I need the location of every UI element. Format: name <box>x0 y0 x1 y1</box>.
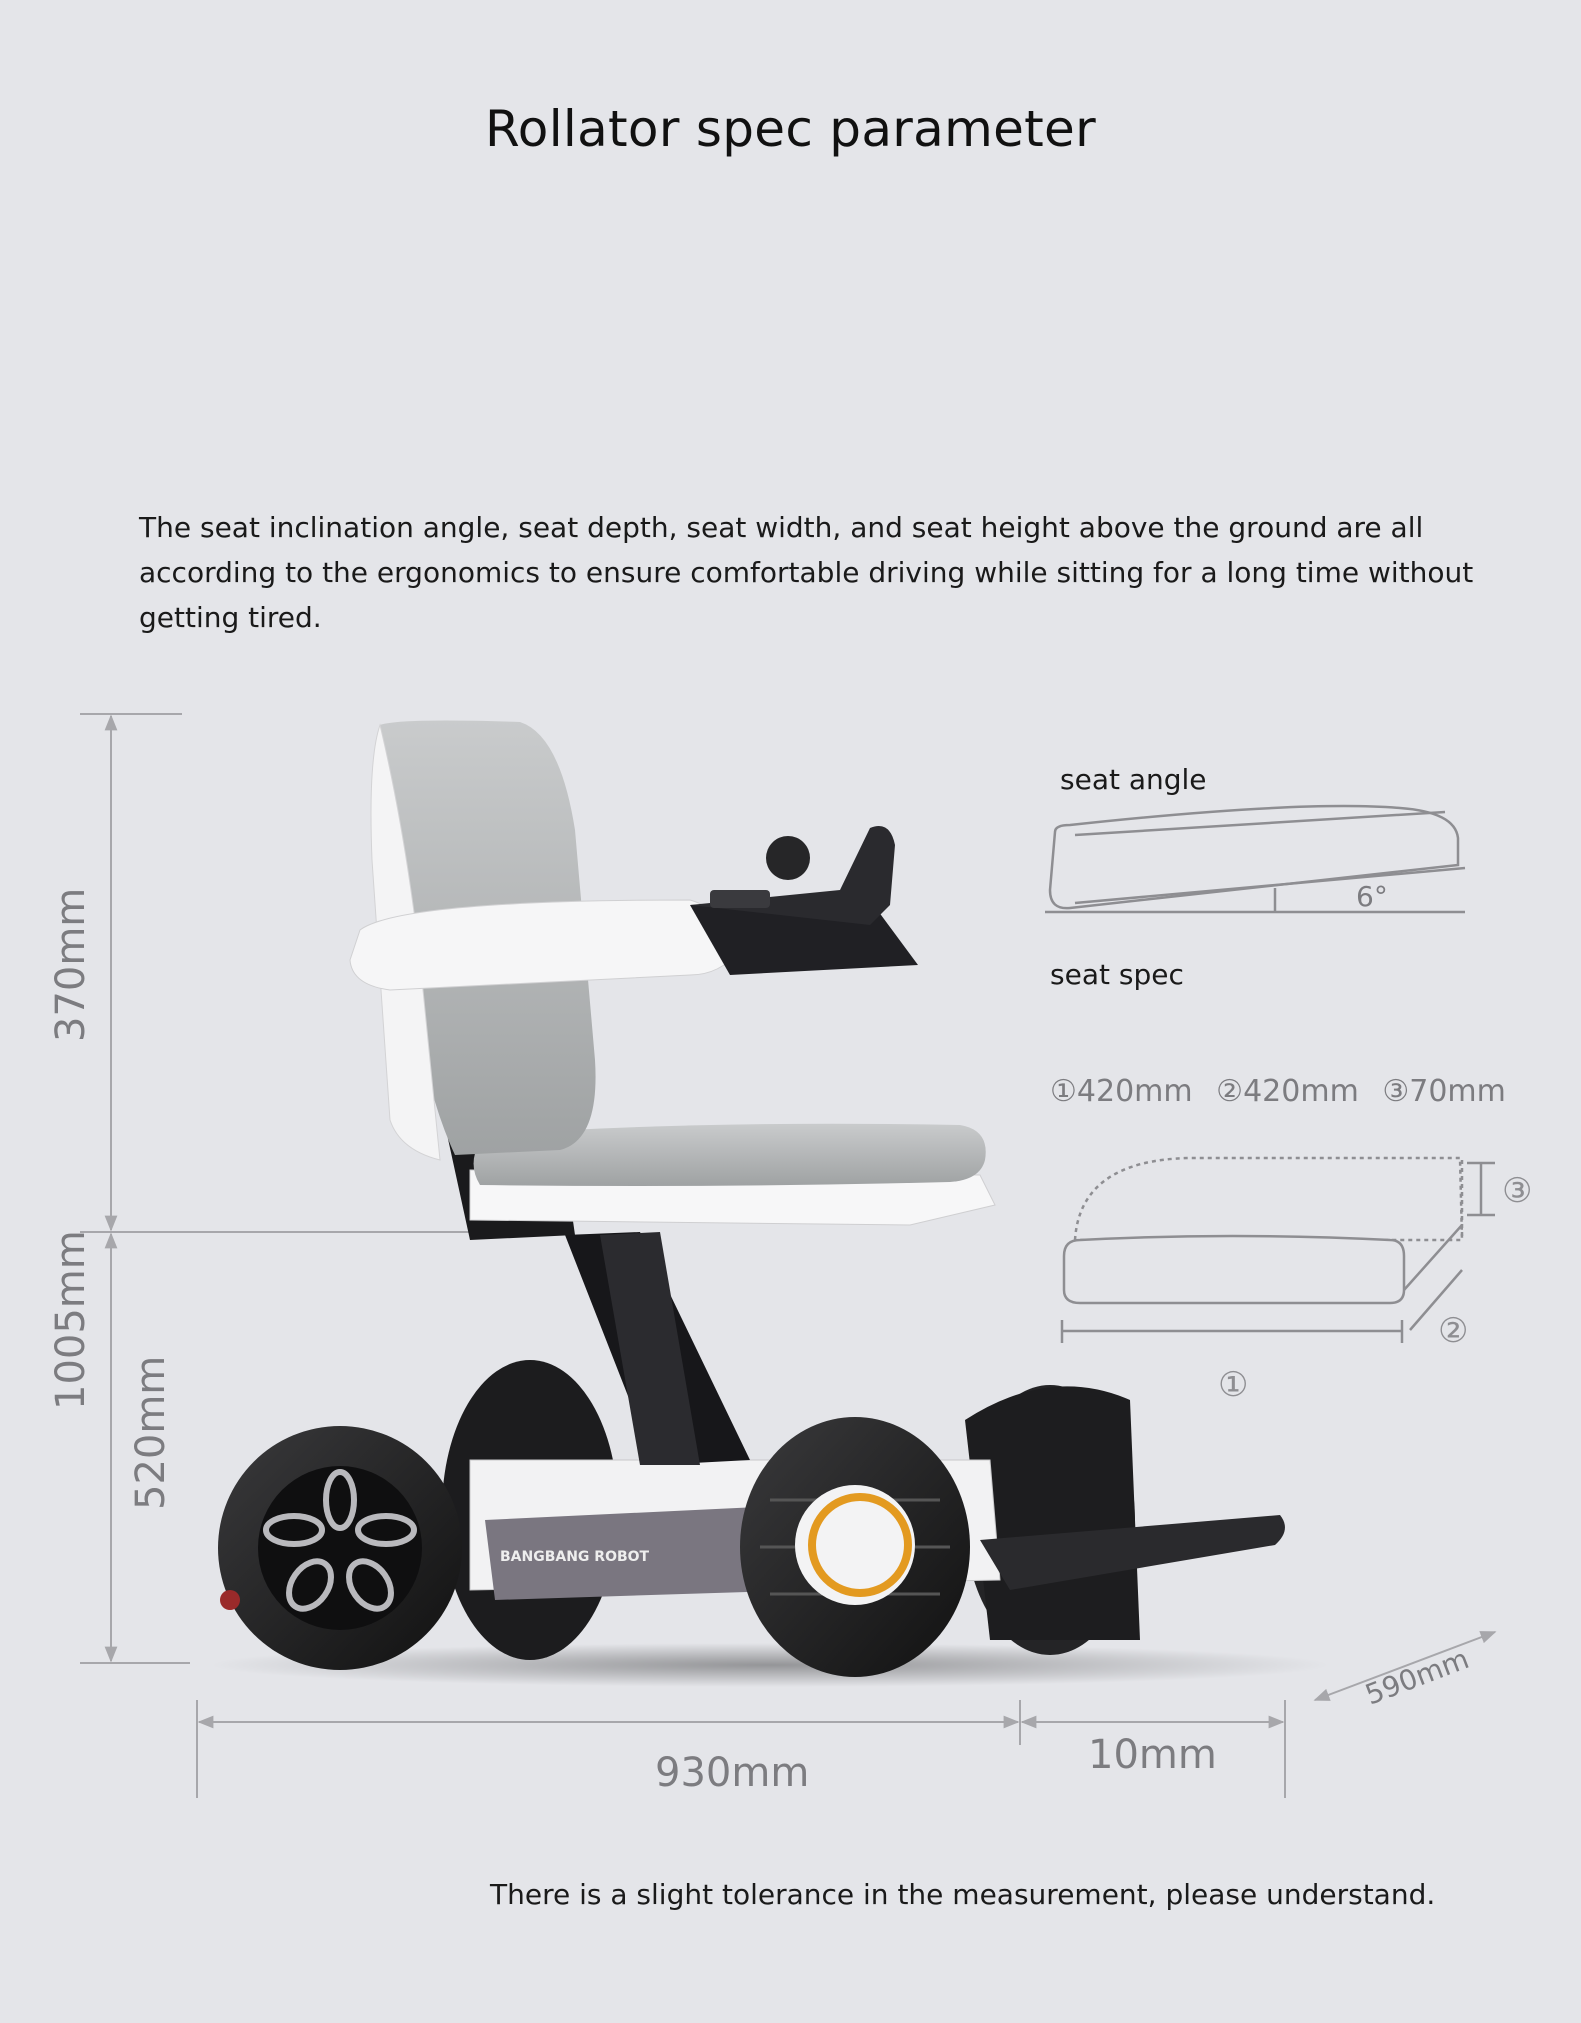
dim-width: 590mm <box>1360 1642 1474 1712</box>
description-text: The seat inclination angle, seat depth, seat width, and seat height above the ground are all according to the ergonomics to ensure comfortable driving while sitting for a long time without getting tired. <box>139 511 1474 634</box>
seat-spec-label: seat spec <box>1050 958 1184 991</box>
dim-footrest: 10mm <box>1088 1732 1217 1778</box>
marker-two: ② <box>1438 1311 1469 1351</box>
seat-spec-item: ①420mm <box>1050 1074 1193 1109</box>
dim-seat-height: 520mm <box>128 1355 174 1510</box>
tolerance-note: There is a slight tolerance in the measurement, please understand. <box>490 1878 1436 1911</box>
dim-backrest-height: 370mm <box>48 887 94 1042</box>
marker-three: ③ <box>1502 1171 1533 1211</box>
seat-spec-diagram <box>1062 1158 1495 1343</box>
wheelchair-image <box>210 721 1330 1687</box>
seat-angle-diagram <box>1045 806 1465 912</box>
marker-one: ① <box>1218 1365 1249 1405</box>
seat-spec-values <box>1050 1074 1506 1109</box>
seat-angle-label: seat angle <box>1060 763 1207 796</box>
seat-spec-item: ③70mm <box>1382 1074 1506 1109</box>
dim-total-height: 1005mm <box>48 1230 94 1410</box>
seat-angle-value: 6° <box>1356 880 1388 913</box>
seat-spec-item: ②420mm <box>1216 1074 1359 1109</box>
dim-length: 930mm <box>655 1750 810 1796</box>
brand-label: BANGBANG ROBOT <box>500 1549 650 1565</box>
page-title: Rollator spec parameter <box>485 100 1096 158</box>
